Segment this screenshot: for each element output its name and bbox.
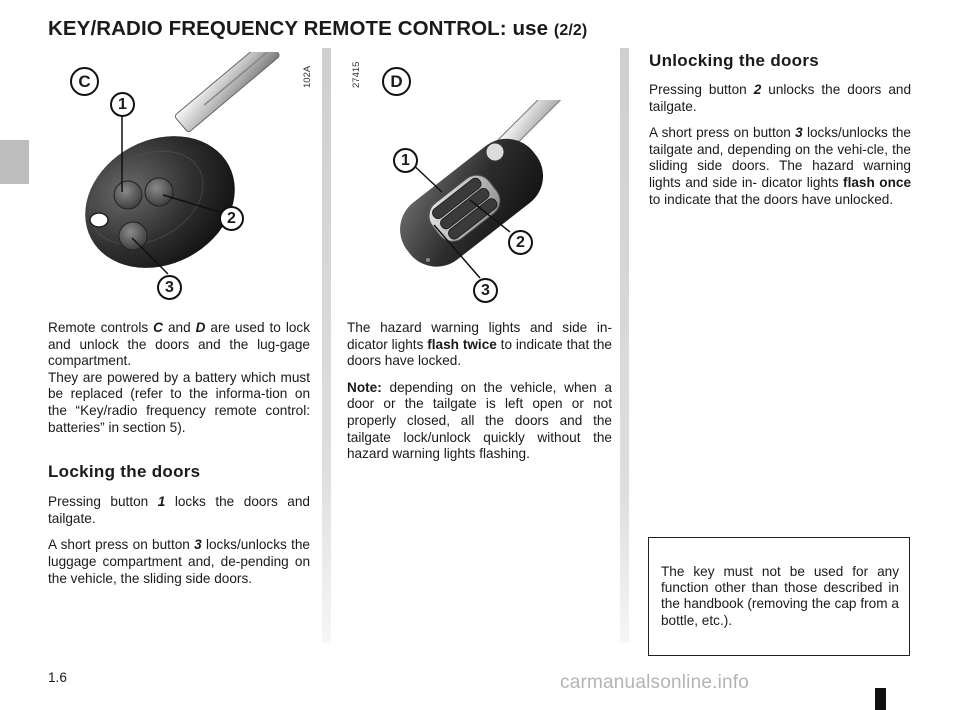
callout-c-2: 2 xyxy=(219,206,244,231)
page-title-main: KEY/RADIO FREQUENCY REMOTE CONTROL: use xyxy=(48,17,549,40)
page-title xyxy=(48,17,587,41)
column-left-text xyxy=(48,320,310,597)
figure-d xyxy=(372,100,572,295)
page-title-sub: (2/2) xyxy=(553,22,588,39)
figure-d-code: 27415 xyxy=(351,61,362,88)
figure-d-letter: D xyxy=(382,67,411,96)
warning-note-text: The key must not be used for any function other than those described in the handbook (removing the cap from a bottle, etc.). xyxy=(661,564,899,628)
figure-c-letter: C xyxy=(70,67,99,96)
corner-marker xyxy=(875,688,886,710)
column-middle-text xyxy=(347,320,612,473)
locking-paragraph-1: Pressing button 1 locks the doors and tailgate. xyxy=(48,494,310,526)
column-divider-left xyxy=(322,48,331,643)
page-number: 1.6 xyxy=(48,670,67,685)
remote-key-d-illustration xyxy=(372,100,572,295)
remote-controls-paragraph: Remote controls C and D are used to lock and unlock the doors and the lug-gage compartment. They are powered by a battery which must be replaced (refer to the informa-tion on the “Key/radio frequency remote control: batteries” in section 5). xyxy=(48,320,311,435)
figure-c xyxy=(60,52,316,302)
callout-c-1: 1 xyxy=(110,92,135,117)
remote-key-c-illustration xyxy=(60,52,316,302)
callout-d-3: 3 xyxy=(473,278,498,303)
unlocking-paragraph-2: A short press on button 3 locks/unlocks the tailgate and, depending on the vehi-cle, the sliding side doors. The hazard warning lights and side in- dicator lights flash once to indicate that the doors have unlocked. xyxy=(649,125,912,207)
watermark: carmanualsonline.info xyxy=(560,672,750,693)
column-divider-right xyxy=(620,48,629,643)
figure-c-code: 102A xyxy=(302,65,313,88)
callout-c-3: 3 xyxy=(157,275,182,300)
warning-note-box xyxy=(648,537,910,656)
hazard-lights-paragraph: The hazard warning lights and side in-dicator lights flash twice to indicate that the doors have locked. xyxy=(347,320,612,369)
locking-paragraph-2: A short press on button 3 locks/unlocks the luggage compartment and, de-pending on the vehicle, the sliding side doors. xyxy=(48,537,310,586)
column-right-text xyxy=(649,48,911,218)
callout-d-2: 2 xyxy=(508,230,533,255)
unlocking-paragraph-1: Pressing button 2 unlocks the doors and tailgate. xyxy=(649,82,911,114)
note-paragraph: Note: depending on the vehicle, when a door or the tailgate is left open or not properly closed, all the doors and the tailgate lock/unlock quickly without the hazard warning lights flashing. xyxy=(347,379,612,462)
locking-heading: Locking the doors xyxy=(48,462,201,482)
callout-d-1: 1 xyxy=(393,148,418,173)
section-tab-marker xyxy=(0,140,29,184)
unlocking-heading: Unlocking the doors xyxy=(649,51,820,70)
